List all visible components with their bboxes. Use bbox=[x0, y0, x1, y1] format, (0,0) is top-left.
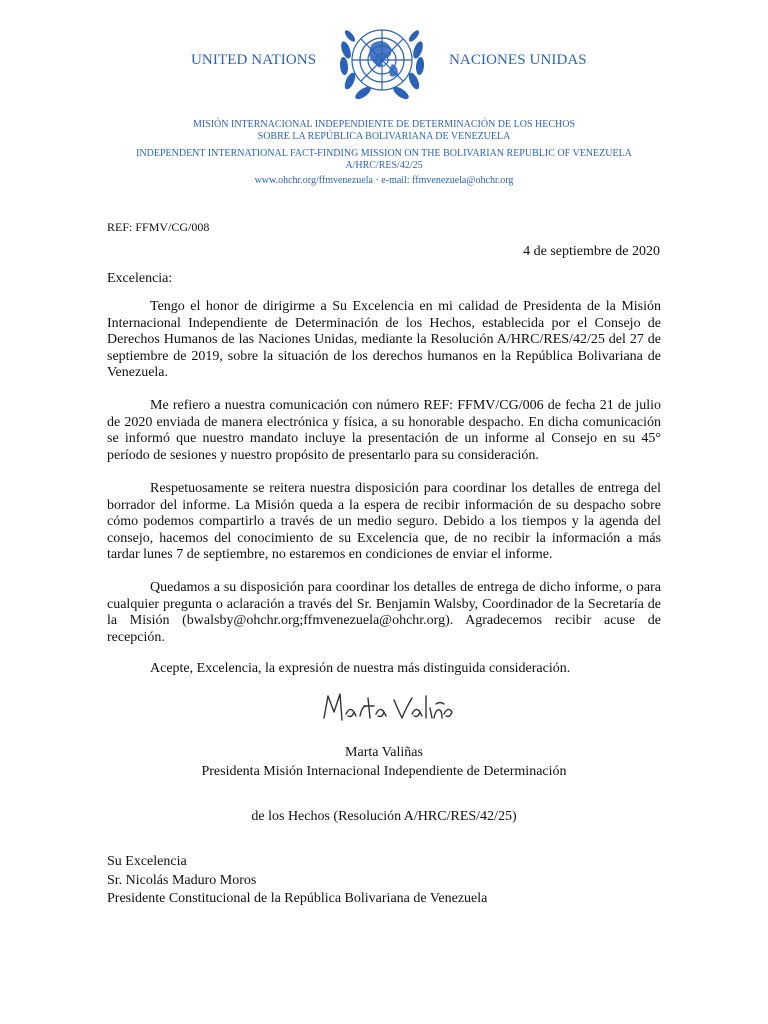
signer-name: Marta Valiñas bbox=[345, 745, 423, 760]
body-paragraph: Respetuosamente se reitera nuestra disposición para coordinar los detalles de entrega del borrador del informe. La Misión queda a la espera de recibir información de su despacho sobre cómo podemos compartirlo a través de un medio seguro. Debido a los tiempos y la agenda del consejo, hacemos del conocimiento de su Excelencia que, de no recibir la información a más tardar lunes 7 de septiembre, no estaremos en condiciones de enviar el informe. bbox=[107, 481, 661, 562]
org-name-es: NACIONES UNIDAS bbox=[449, 52, 587, 68]
letter-date: 4 de septiembre de 2020 bbox=[523, 244, 660, 259]
mission-name-en-line-1: INDEPENDENT INTERNATIONAL FACT-FINDING MISSION ON THE BOLIVARIAN REPUBLIC OF VENEZUELA bbox=[136, 148, 632, 159]
salutation: Excelencia: bbox=[107, 271, 173, 286]
body-paragraph: Me refiero a nuestra comunicación con número REF: FFMV/CG/006 de fecha 21 de julio de 2020 enviada de manera electrónica y física, a su honorable despacho. En dicha comunicación se informó que nuestro mandato incluye la presentación de un informe al Consejo en su 45° período de sesiones y nuestro propósito de presentarlo para su consideración. bbox=[107, 398, 661, 463]
letter-reference: REF: FFMV/CG/008 bbox=[107, 220, 210, 234]
recipient-line: Presidente Constitucional de la República Bolivariana de Venezuela bbox=[107, 891, 488, 906]
contact-line: www.ohchr.org/ffmvenezuela · e-mail: ffmvenezuela@ohchr.org bbox=[254, 175, 514, 186]
closing-line: Acepte, Excelencia, la expresión de nuestra más distinguida consideración. bbox=[150, 661, 571, 676]
signer-title-continued: de los Hechos (Resolución A/HRC/RES/42/25) bbox=[251, 809, 517, 824]
recipient-line: Sr. Nicolás Maduro Moros bbox=[107, 873, 257, 888]
handwritten-signature bbox=[316, 684, 456, 732]
signer-title: Presidenta Misión Internacional Independiente de Determinación bbox=[201, 764, 567, 779]
org-name-en: UNITED NATIONS bbox=[191, 52, 317, 68]
resolution-reference: A/HRC/RES/42/25 bbox=[345, 160, 423, 171]
body-paragraph: Quedamos a su disposición para coordinar los detalles de entrega de dicho informe, o para cualquier pregunta o aclaración a través del Sr. Benjamin Walsby, Coordinador de la Secretaría de la Misión (bwalsby@ohchr.org;ffmvenezuela@ohchr.org). Agradecemos recibir acuse de recepción. bbox=[107, 580, 661, 645]
un-emblem-icon bbox=[328, 20, 436, 112]
mission-name-es-line-2: SOBRE LA REPÚBLICA BOLIVARIANA DE VENEZUELA bbox=[257, 131, 511, 142]
recipient-line: Su Excelencia bbox=[107, 854, 187, 869]
mission-name-es-line-1: MISIÓN INTERNACIONAL INDEPENDIENTE DE DETERMINACIÓN DE LOS HECHOS bbox=[192, 119, 576, 130]
body-paragraph: Tengo el honor de dirigirme a Su Excelencia en mi calidad de Presidenta de la Misión Internacional Independiente de Determinación de los Hechos, establecida por el Consejo de Derechos Humanos de las Naciones Unidas, mediante la Resolución A/HRC/RES/42/25 del 27 de septiembre de 2019, sobre la situación de los derechos humanos en la República Bolivariana de Venezuela. bbox=[107, 299, 661, 380]
